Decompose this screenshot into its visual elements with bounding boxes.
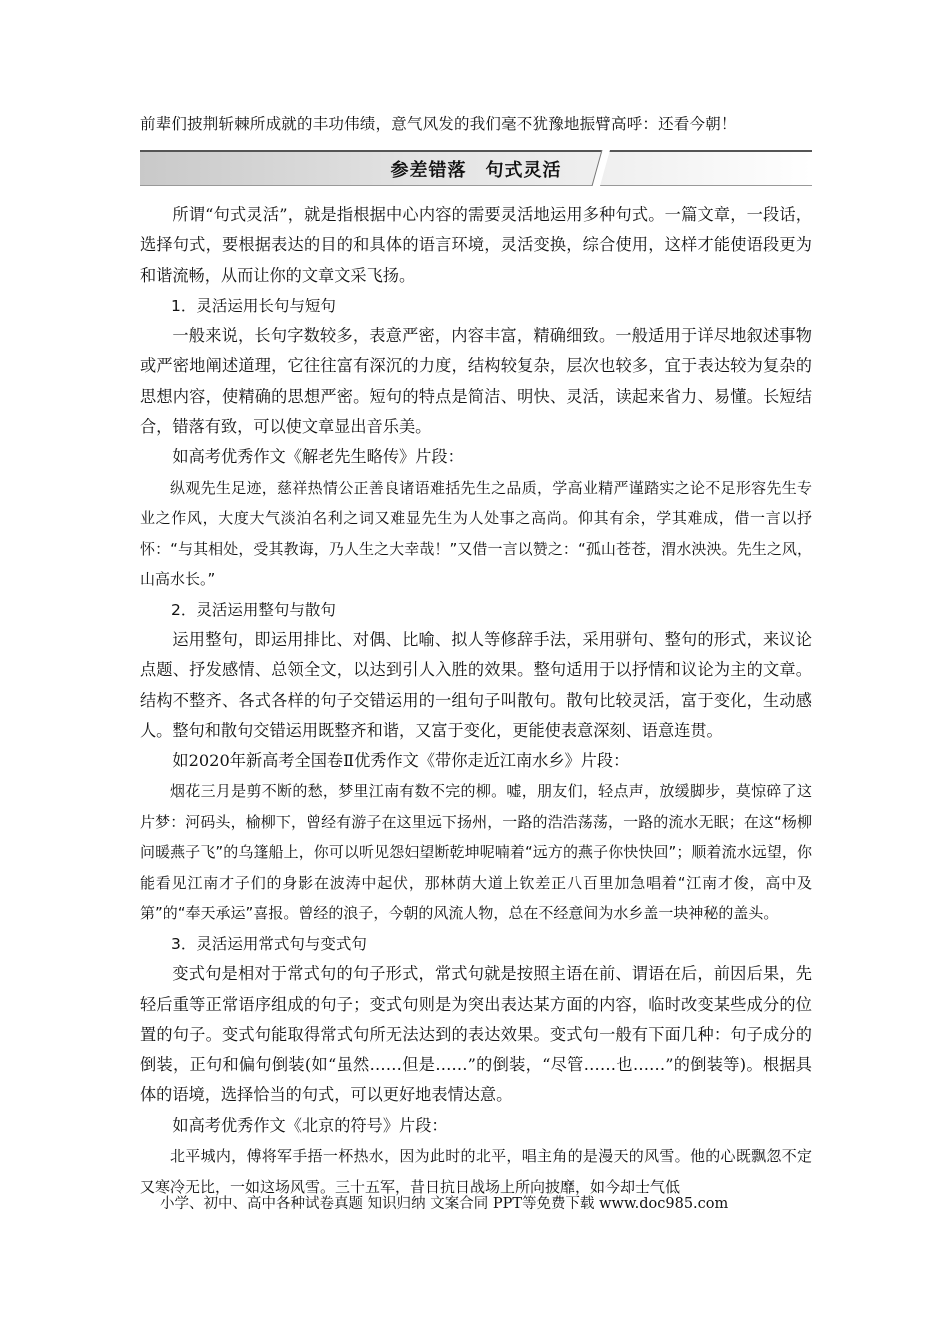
heading-whole-loose: 2．灵活运用整句与散句 xyxy=(171,600,336,619)
section-banner xyxy=(140,150,812,186)
example-excerpt-2: 烟花三月是剪不断的愁，梦里江南有数不完的柳。嘘，朋友们，轻点声，放缓脚步，莫惊碎了这片梦：河码头，榆柳下，曾经有游子在这里远下扬州，一路的浩浩荡荡，一路的流水无眠；在这“杨柳问暖燕子飞”的乌篷船上，你可以听见怨妇望断乾坤呢喃着“远方的燕子你快快回”；顺着流水远望，你能看见江南才子们的身影在波涛中起伏，那林荫大道上钦差正八百里加急唱着“江南才俊，高中及第”的“奉天承运”喜报。曾经的浪子，今朝的风流人物，总在不经意间为水乡盖一块神秘的盖头。 xyxy=(140,782,812,923)
article-body xyxy=(140,200,812,1202)
heading-long-short: 1．灵活运用长句与短句 xyxy=(171,296,336,315)
continuation-line: 前辈们披荆斩棘所成就的丰功伟绩，意气风发的我们毫不犹豫地振臂高呼：还看今朝！ xyxy=(140,115,737,133)
paragraph-long-short: 一般来说，长句字数较多，表意严密，内容丰富，精确细致。一般适用于详尽地叙述事物或严密地阐述道理，它往往富有深沉的力度，结构较复杂，层次也较多，宜于表达较为复杂的思想内容，使精确的思想严密。短句的特点是简洁、明快、灵活，读起来省力、易懂。长短结合，错落有致，可以使文章显出音乐美。 xyxy=(140,326,812,437)
example-intro-1: 如高考优秀作文《解老先生略传》片段： xyxy=(172,447,464,467)
example-excerpt-3: 北平城内，傅将军手捂一杯热水，因为此时的北平，唱主角的是漫天的风雪。他的心既飘忽不定又寒冷无比，一如这场风雪。三十五军，昔日抗日战场上所向披靡，如今却士气低 xyxy=(140,1147,812,1196)
banner-bottom-rule xyxy=(140,185,812,186)
section-title: 参差错落 句式灵活 xyxy=(390,160,562,181)
page-footer: 小学、初中、高中各种试卷真题 知识归纳 文案合同 PPT等免费下载 www.doc985.com xyxy=(160,1196,729,1212)
example-intro-2: 如2020年新高考全国卷Ⅱ优秀作文《带你走近江南水乡》片段： xyxy=(172,751,630,771)
banner-top-rule xyxy=(140,150,812,152)
paragraph-whole-loose: 运用整句，即运用排比、对偶、比喻、拟人等修辞手法，采用骈句、整句的形式，来议论点题、抒发感情、总领全文，以达到引人入胜的效果。整句适用于以抒情和议论为主的文章。结构不整齐、各式各样的句子交错运用的一组句子叫散句。散句比较灵活，富于变化，生动感人。整句和散句交错运用既整齐和谐，又富于变化，更能使表意深刻、语意连贯。 xyxy=(140,629,812,740)
example-intro-3: 如高考优秀作文《北京的符号》片段： xyxy=(172,1115,448,1135)
heading-regular-variant: 3．灵活运用常式句与变式句 xyxy=(171,934,367,953)
intro-paragraph: 所谓“句式灵活”，就是指根据中心内容的需要灵活地运用多种句式。一篇文章，一段话，选择句式，要根据表达的目的和具体的语言环境，灵活变换，综合使用，这样才能使语段更为和谐流畅，从而让你的文章文采飞扬。 xyxy=(140,205,812,285)
example-excerpt-1: 纵观先生足迹，慈祥热情公正善良诸语难括先生之品质，学高业精严谨踏实之论不足形容先生专业之作风，大度大气淡泊名利之词又难显先生为人处事之高尚。仰其有余，学其难成，借一言以抒怀：“与其相处，受其教诲，乃人生之大幸哉！”又借一言以赞之：“孤山苍苍，渭水泱泱。先生之风，山高水长。” xyxy=(140,478,812,589)
paragraph-regular-variant: 变式句是相对于常式句的句子形式，常式句就是按照主语在前、谓语在后，前因后果，先轻后重等正常语序组成的句子；变式句则是为突出表达某方面的内容，临时改变某些成分的位置的句子。变式句能取得常式句所无法达到的表达效果。变式句一般有下面几种：句子成分的倒装，正句和偏句倒装(如“虽然……但是……”的倒装，“尽管……也……”的倒装等)。根据具体的语境，选择恰当的句式，可以更好地表情达意。 xyxy=(140,964,812,1105)
